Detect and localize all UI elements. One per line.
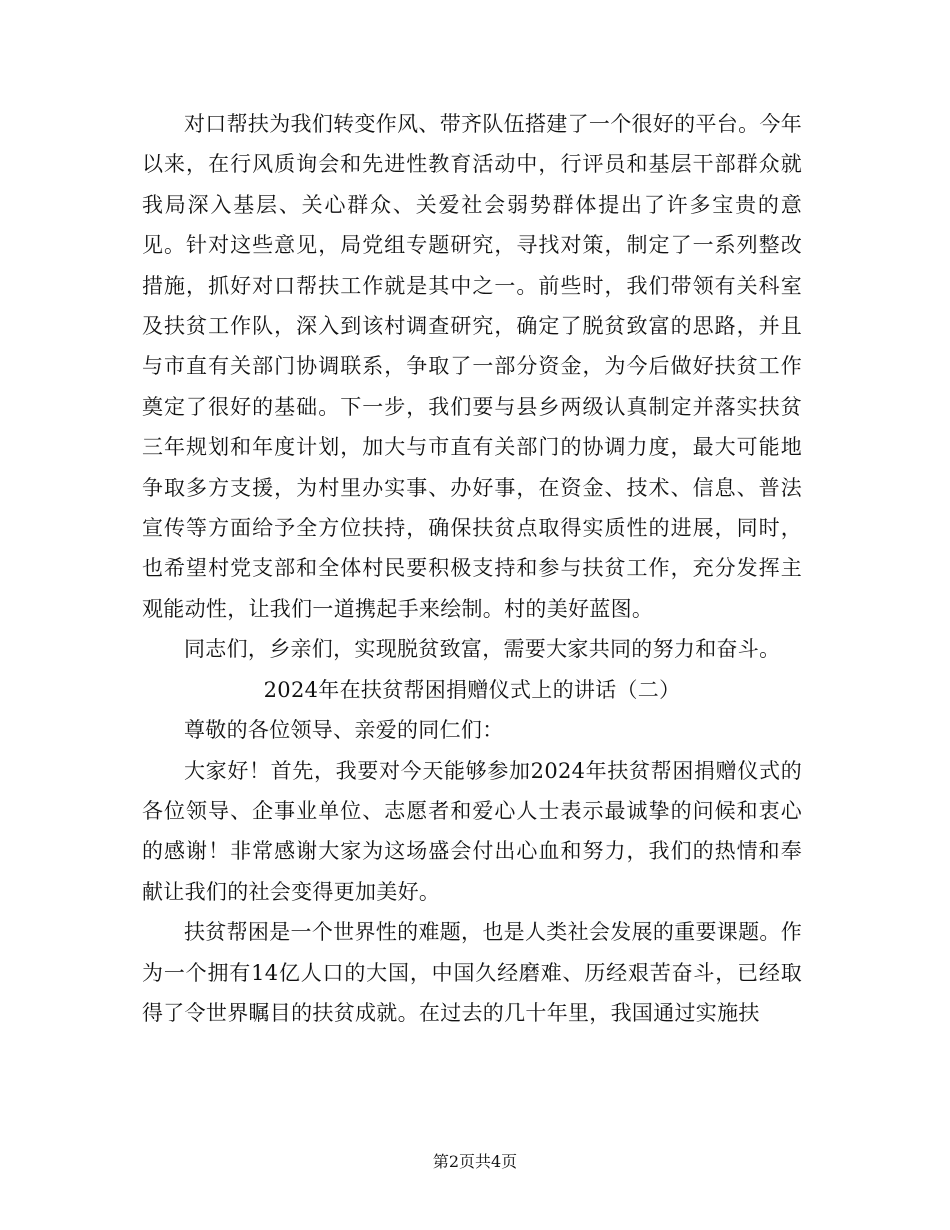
page-footer: 第2页共4页 [432,1152,518,1171]
document-body [142,104,802,1033]
paragraph-world-problem: 扶贫帮困是一个世界性的难题，也是人类社会发展的重要课题。作为一个拥有14亿人口的大国，中国久经磨难、历经艰苦奋斗，已经取得了令世界瞩目的扶贫成就。在过去的几十年里，我国通过实施扶 [142,920,802,1025]
paragraph-closing-remark: 同志们，乡亲们，实现脱贫致富，需要大家共同的努力和奋斗。 [184,637,781,662]
paragraph-greeting: 大家好！首先，我要对今天能够参加2024年扶贫帮困捐赠仪式的各位领导、企事业单位、志愿者和爱心人士表示最诚挚的问候和衷心的感谢！非常感谢大家为这场盛会付出心血和努力，我们的热情和奉献让我们的社会变得更加美好。 [142,758,802,904]
paragraph-salutation: 尊敬的各位领导、亲爱的同仁们： [184,718,504,743]
paragraph-poverty-alleviation-platform: 对口帮扶为我们转变作风、带齐队伍搭建了一个很好的平台。今年以来，在行风质询会和先进性教育活动中，行评员和基层干部群众就我局深入基层、关心群众、关爱社会弱势群体提出了许多宝贵的意见。针对这些意见，局党组专题研究，寻找对策，制定了一系列整改措施，抓好对口帮扶工作就是其中之一。前些时，我们带领有关科室及扶贫工作队，深入到该村调查研究，确定了脱贫致富的思路，并且与市直有关部门协调联系，争取了一部分资金，为今后做好扶贫工作奠定了很好的基础。下一步，我们要与县乡两级认真制定并落实扶贫三年规划和年度计划，加大与市直有关部门的协调力度，最大可能地争取多方支援，为村里办实事、办好事，在资金、技术、信息、普法宣传等方面给予全方位扶持，确保扶贫点取得实质性的进展，同时，也希望村党支部和全体村民要积极支持和参与扶贫工作，充分发挥主观能动性，让我们一道携起手来绘制。村的美好蓝图。 [142,112,802,621]
section-title: 2024年在扶贫帮困捐赠仪式上的讲话（二） [263,677,681,702]
